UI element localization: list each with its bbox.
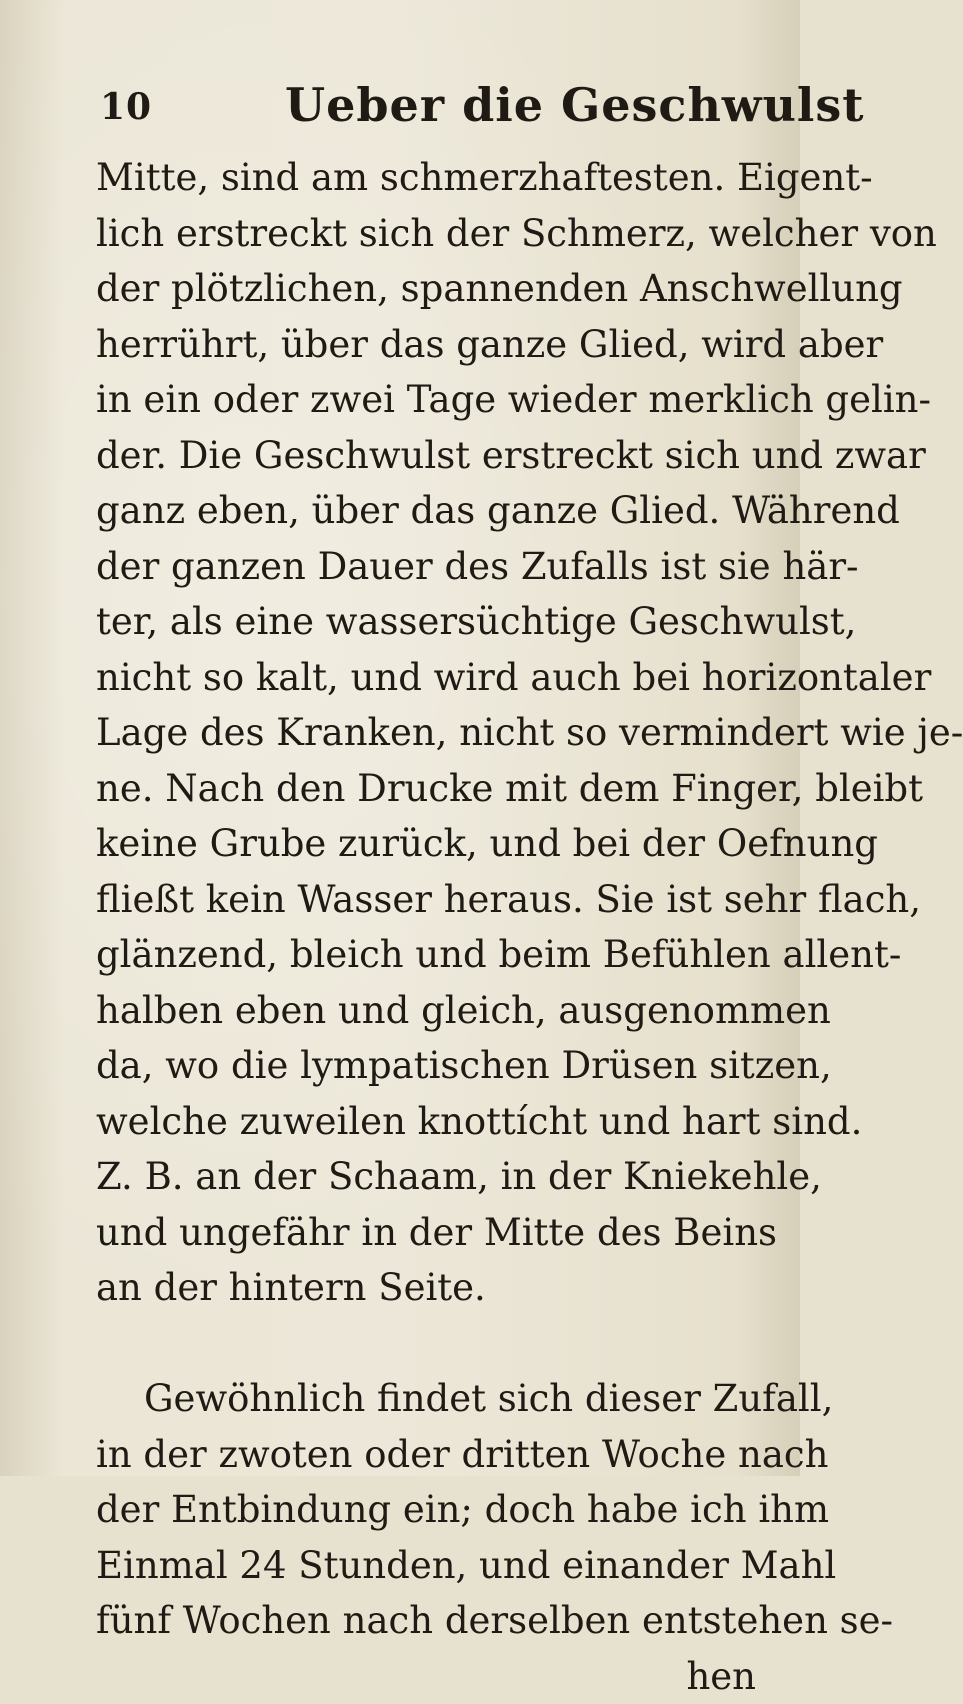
text-line: Einmal 24 Stunden, und einander Mahl	[96, 1538, 756, 1594]
running-title: Ueber die Geschwulst	[285, 78, 865, 132]
text-line: ganz eben, über das ganze Glied. Während	[96, 483, 756, 539]
text-line: Z. B. an der Schaam, in der Kniekehle,	[96, 1149, 756, 1205]
text-line: in der zwoten oder dritten Woche nach	[96, 1427, 756, 1483]
text-line: halben eben und gleich, ausgenommen	[96, 983, 756, 1039]
text-line: welche zuweilen knottícht und hart sind.	[96, 1094, 756, 1150]
text-line: der ganzen Dauer des Zufalls ist sie här-	[96, 539, 756, 595]
text-line: glänzend, bleich und beim Befühlen allent-	[96, 927, 756, 983]
text-line: in ein oder zwei Tage wieder merklich gelin-	[96, 372, 756, 428]
text-line: Mitte, sind am schmerzhaftesten. Eigent-	[96, 150, 756, 206]
page-header	[100, 78, 740, 138]
text-line: da, wo die lympatischen Drüsen sitzen,	[96, 1038, 756, 1094]
text-line: und ungefähr in der Mitte des Beins	[96, 1205, 756, 1261]
text-line: Gewöhnlich findet sich dieser Zufall,	[96, 1371, 756, 1427]
text-line: herrührt, über das ganze Glied, wird aber	[96, 317, 756, 373]
text-line: keine Grube zurück, und bei der Oefnung	[96, 816, 756, 872]
text-line: an der hintern Seite.	[96, 1260, 756, 1316]
text-line: fünf Wochen nach derselben entstehen se-	[96, 1593, 756, 1649]
catchword: hen	[96, 1649, 756, 1704]
text-line: der. Die Geschwulst erstreckt sich und zwar	[96, 428, 756, 484]
paragraph-gap	[96, 1316, 756, 1372]
text-line: ne. Nach den Drucke mit dem Finger, bleibt	[96, 761, 756, 817]
text-line: der plötzlichen, spannenden Anschwellung	[96, 261, 756, 317]
paragraph-1	[96, 150, 756, 1316]
text-line: der Entbindung ein; doch habe ich ihm	[96, 1482, 756, 1538]
paragraph-2	[96, 1371, 756, 1704]
text-line: fließt kein Wasser heraus. Sie ist sehr flach,	[96, 872, 756, 928]
body-text	[96, 150, 756, 1704]
text-line: Lage des Kranken, nicht so vermindert wie je-	[96, 705, 756, 761]
page-number: 10	[100, 86, 152, 128]
text-line: nicht so kalt, und wird auch bei horizontaler	[96, 650, 756, 706]
text-line: lich erstreckt sich der Schmerz, welcher von	[96, 206, 756, 262]
text-line: ter, als eine wassersüchtige Geschwulst,	[96, 594, 756, 650]
